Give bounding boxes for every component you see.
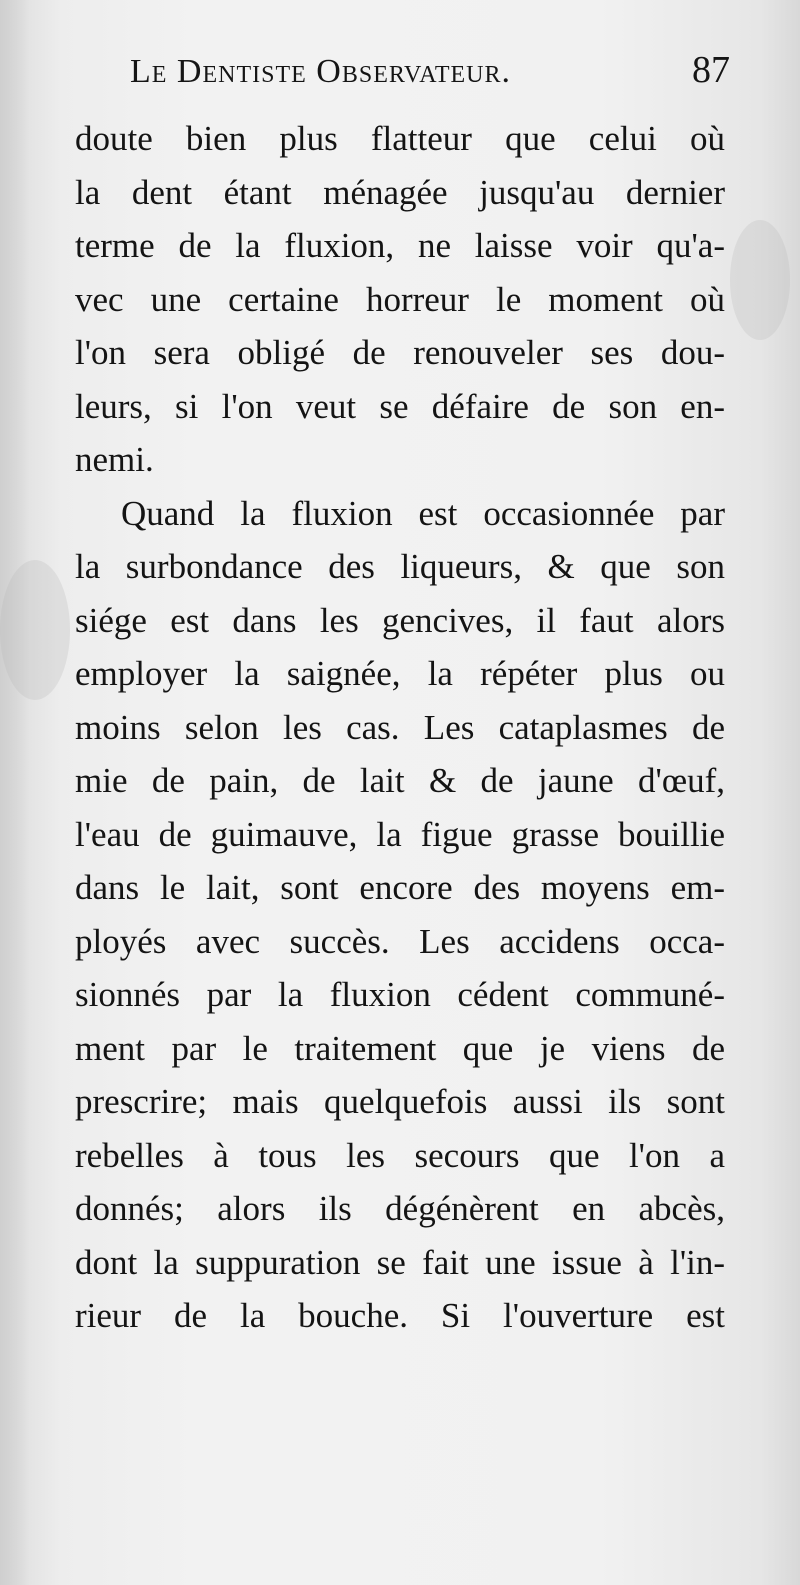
text-line: sionnés par la fluxion cédent communé- [75,975,725,1014]
text-line: siége est dans les gencives, il faut alors [75,600,725,640]
text-line: la dent étant ménagée jusqu'au dernier [75,172,725,212]
paper-stain [0,560,70,700]
text-line: la surbondance des liqueurs, & que son [75,547,725,586]
page-number: 87 [692,49,730,91]
text-line: mie de pain, de lait & de jaune d'œuf, [75,761,725,800]
text-line: dont la suppuration se fait une issue à l'in- [75,1242,725,1282]
text-line: leurs, si l'on veut se défaire de son en- [75,386,725,426]
text-line: employer la saignée, la répéter plus ou [75,654,725,693]
text-line: ployés avec succès. Les accidens occa- [75,921,725,961]
text-line: doute bien plus flatteur que celui où [75,119,725,158]
paragraph-start-line: Quand la fluxion est occasionnée par [121,493,725,533]
text-line: donnés; alors ils dégénèrent en abcès, [75,1189,725,1228]
page-gutter-shadow [0,0,30,1585]
text-line: nemi. [75,440,154,479]
text-line: rieur de la bouche. Si l'ouverture est [75,1296,725,1335]
text-line: vec une certaine horreur le moment où [75,279,725,319]
paper-stain [730,220,790,340]
text-line: prescrire; mais quelquefois aussi ils sont [75,1082,725,1121]
text-line: l'eau de guimauve, la figue grasse bouillie [75,814,725,854]
text-line: ment par le traitement que je viens de [75,1028,725,1068]
page-header [130,48,750,104]
running-title: Le Dentiste Observateur. [130,53,512,90]
text-line: moins selon les cas. Les cataplasmes de [75,707,725,747]
text-line: l'on sera obligé de renouveler ses dou- [75,333,725,372]
text-line: terme de la fluxion, ne laisse voir qu'a- [75,226,725,265]
text-line: rebelles à tous les secours que l'on a [75,1135,725,1175]
body-text [75,112,725,1343]
text-line: dans le lait, sont encore des moyens em- [75,868,725,907]
